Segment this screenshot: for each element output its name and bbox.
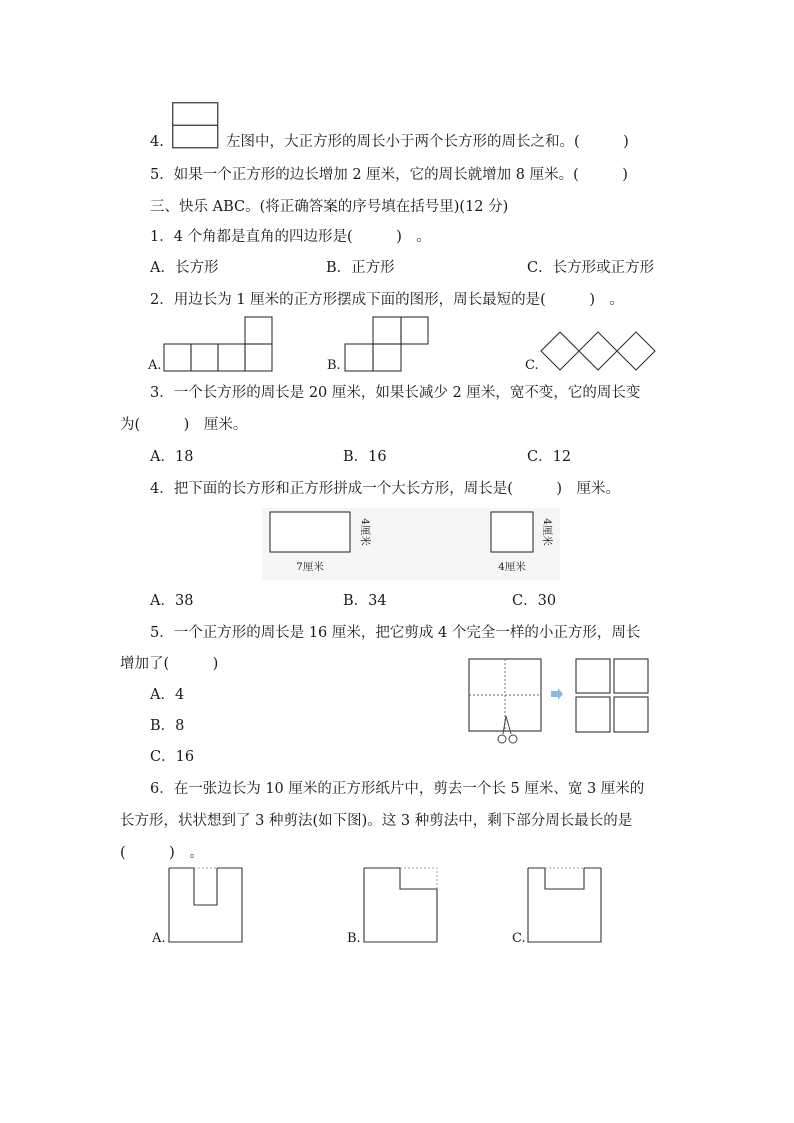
- s3-q2-text: 2．用边长为 1 厘米的正方形摆成下面的图形，周长最短的是( ) 。: [150, 292, 624, 308]
- q4-square-width-label: 4厘米: [498, 561, 526, 573]
- q6-figure-b: [362, 866, 440, 944]
- s3-q3-option-c: C．12: [527, 449, 572, 465]
- q4-rectangle: [270, 512, 350, 552]
- s3-q3-option-a: A．18: [150, 449, 194, 465]
- s3-q5-line2: 增加了( ): [120, 656, 219, 672]
- s3-q3-line1: 3．一个长方形的周长是 20 厘米，如果长减少 2 厘米，宽不变，它的周长变: [150, 385, 641, 401]
- s3-q2-label-a: A.: [148, 358, 162, 373]
- q4-square: [491, 512, 533, 552]
- s2-q5-text: 5．如果一个正方形的边长增加 2 厘米，它的周长就增加 8 厘米。( ): [150, 167, 628, 183]
- q4-shapes-figure: [262, 508, 560, 580]
- s2-q4-number: 4.: [150, 134, 164, 150]
- s3-q6-line1: 6．在一张边长为 10 厘米的正方形纸片中，剪去一个长 5 厘米、宽 3 厘米的: [150, 781, 645, 797]
- s3-q6-label-a: A.: [152, 931, 166, 946]
- s3-q6-line3: ( ) 。: [120, 845, 204, 861]
- q4-rect-height-label: 4厘米: [359, 518, 371, 546]
- s3-q5-line1: 5．一个正方形的周长是 16 厘米，把它剪成 4 个完全一样的小正方形，周长: [150, 625, 641, 641]
- s3-q6-line2: 长方形，状状想到了 3 种剪法(如下图)。这 3 种剪法中，剩下部分周长最长的是: [120, 813, 633, 829]
- q5-cut-square-figure: [466, 656, 654, 750]
- q6-figure-a: [167, 866, 245, 944]
- s3-q4-option-a: A．38: [150, 593, 194, 609]
- q2-figure-a: [163, 315, 273, 372]
- s3-q6-label-c: C.: [512, 931, 526, 946]
- s3-q2-label-c: C.: [525, 358, 539, 373]
- section3-heading: 三、快乐 ABC。(将正确答案的序号填在括号里)(12 分): [150, 199, 509, 215]
- s3-q4-text: 4．把下面的长方形和正方形拼成一个大长方形，周长是( ) 厘米。: [150, 481, 621, 497]
- q2-figure-c: [538, 330, 658, 374]
- q6-figure-c: [526, 866, 604, 944]
- s3-q4-option-c: C．30: [512, 593, 557, 609]
- s3-q2-label-b: B.: [327, 358, 341, 373]
- s3-q5-option-a: A．4: [150, 687, 185, 703]
- s3-q4-option-b: B．34: [343, 593, 387, 609]
- s3-q3-line2: 为( ) 厘米。: [120, 417, 248, 433]
- s3-q1-option-b: B．正方形: [326, 260, 395, 276]
- arrow-right-icon: [551, 688, 563, 700]
- q2-figure-b: [343, 315, 429, 372]
- s3-q3-option-b: B．16: [343, 449, 387, 465]
- big-square-split-figure: [172, 102, 220, 150]
- s3-q1-text: 1．4 个角都是直角的四边形是( ) 。: [150, 229, 431, 245]
- s3-q5-option-b: B．8: [150, 718, 185, 734]
- s3-q1-option-c: C．长方形或正方形: [527, 260, 655, 276]
- s3-q1-option-a: A．长方形: [150, 260, 219, 276]
- s2-q4-text: 左图中，大正方形的周长小于两个长方形的周长之和。( ): [226, 134, 629, 150]
- s3-q5-option-c: C．16: [150, 749, 195, 765]
- s3-q6-label-b: B.: [347, 931, 361, 946]
- q4-square-height-label: 4厘米: [541, 518, 553, 546]
- q4-rect-width-label: 7厘米: [296, 561, 324, 573]
